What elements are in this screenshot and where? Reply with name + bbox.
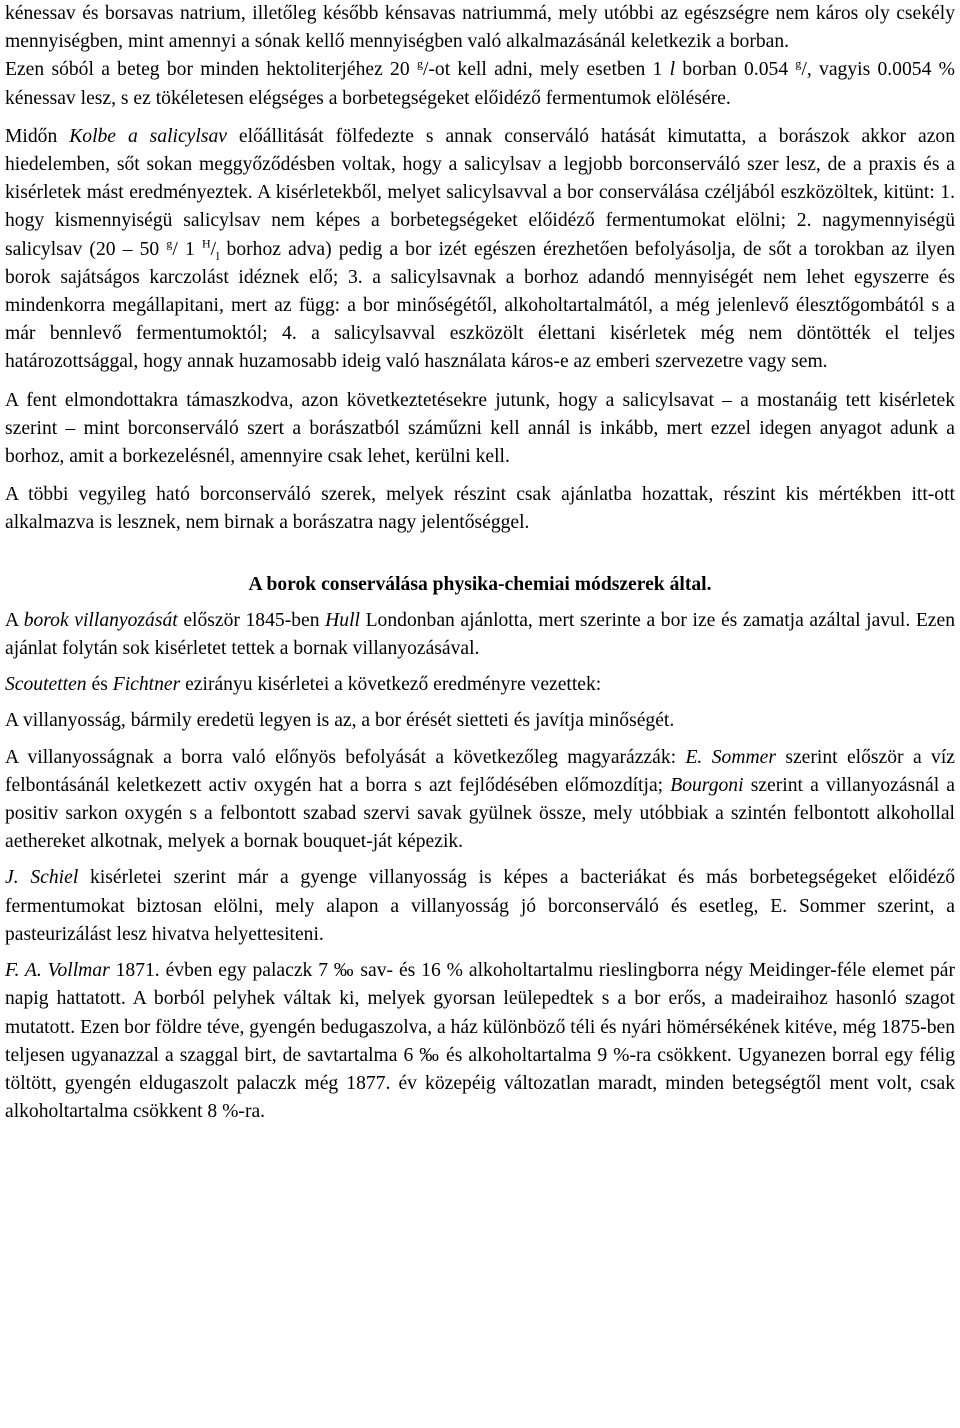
text-run: 1871. évben egy palaczk 7 ‰ sav- és 16 % alkoholtartalmu rieslingborra négy Meidinger-féle elemet pár napig hattatott. A borból pelyhek váltak ki, melyek gyorsan leülepedtek s a bor erős, a madeiraihoz hasonló szagot mutatott. Ezen bor földre téve, gyengén bedugaszolva, a ház különböző téli és nyári hömérsékének kitéve, még 1875-ben teljesen ugyanazzal a szaggal birt, de savtartalma 6 ‰ és alkoholtartalma 9 %-ra csökkent. Ugyanezen borral egy félig töltött, gyengén eldugaszolt palaczk még 1877. év közepéig változatlan maradt, minden betegségtől ment volt, csak alkoholtartalma csökkent 8 %-ra. [5, 960, 955, 1123]
text-run: A fent elmondottakra támaszkodva, azon következtetésekre jutunk, hogy a salicylsavat – a mostanáig tett kisérletek szerint – mint borconserváló szert a borászatból száműzni kell annál is inkább, mert ezzel idegen anyagot adunk a borhoz, amit a borkezelésnél, amennyire csak lehet, kerülni kell. [5, 389, 955, 468]
text-run: A villanyosságnak a borra való előnyös befolyását a következőleg magyarázzák: [5, 746, 686, 768]
text-run: és [86, 674, 113, 696]
text-run: /, vagyis 0.0054 % kénessav lesz, s ez tökéletesen elégséges a borbetegségeket előidéző fermentumok elölésére. [5, 59, 955, 109]
italic-text: Hull [325, 609, 360, 631]
italic-text: Kolbe a salicylsav [69, 125, 227, 147]
document-page [5, 0, 955, 1126]
text-run: borban 0.054 [675, 59, 796, 81]
paragraph-11 [5, 957, 955, 1126]
italic-text: E. Sommer [685, 746, 776, 768]
superscript-text: g [166, 236, 173, 251]
paragraph-8 [5, 707, 955, 735]
text-run: Londonban ajánlotta, mert szerinte a bor ize és zamatja azáltal javul. Ezen ajánlat folytán sok kisérletet tettek a bornak villanyozásával. [5, 609, 955, 660]
text-run: A többi vegyileg ható borconserváló szerek, melyek részint csak ajánlatba hozattak, részint kis mértékben itt-ott alkalmazva is lesznek, nem birnak a borászatra nagy jelentőséggel. [5, 484, 955, 534]
subscript-text: l [216, 248, 220, 263]
text-run: kisérletei szerint már a gyenge villanyosság is képes a bacteriákat és más borbetegségeket előidéző fermentumokat biztosan elölni, mely alapon a villanyosság jó borconserváló és esetleg, E. Sommer szerint, a pasteurizálást lesz hivatva helyettesiteni. [5, 867, 955, 945]
text-run: szerint először a víz felbontásánál keletkezett activ oxygén hat a borra s azt fejlődésében előmozdítja; [5, 746, 955, 796]
paragraph-3 [5, 123, 955, 377]
superscript-text: H [201, 236, 211, 251]
italic-text: F. A. Vollmar [5, 960, 110, 982]
text-run: Ezen sóból a beteg bor minden hektoliterjéhez 20 [5, 59, 417, 81]
section-heading: A borok conserválása physika-chemiai módszerek által. [248, 573, 712, 595]
text-run: A [5, 609, 24, 631]
paragraph-5 [5, 481, 955, 537]
italic-text: borok villanyozását [23, 609, 178, 631]
text-run: A villanyosság, bármily eredetü legyen is az, a bor érését sietteti és javítja minőségét. [5, 710, 675, 732]
paragraph-2 [5, 56, 955, 112]
text-run: előállitását fölfedezte s annak conserváló hatását kimutatta, a borászok akkor azon hiedelemben, sőt sokan meggyőződésben voltak, hogy a salicylsav a legjobb borconserváló szer lesz, de a praxis és a kisérletek mást eredményeztek. A kisérletekből, melyet salicylsavval a bor conserválása czéljából eszközöltek, kitünt: 1. hogy kismennyiségü salicylsav nem képes a borbetegségeket előidéző fermentumokat elölni; 2. nagymennyiségü salicylsav (20 – 50 [5, 125, 955, 260]
text-run: / [210, 238, 217, 260]
text-run: /-ot kell adni, mely esetben 1 [422, 59, 670, 81]
superscript-text: g [416, 56, 423, 71]
text-run: Midőn [5, 125, 70, 147]
text-run: kénessav és borsavas natrium, illetőleg később kénsavas natriummá, mely utóbbi az egészségre nem káros oly csekély mennyiségben, mint amennyi a sónak kellő mennyiségben való alkalmazásánál keletkezik a borban. [5, 3, 955, 53]
italic-text: Scoutetten [5, 674, 87, 696]
paragraph-6 [5, 607, 955, 663]
paragraph-10 [5, 864, 955, 949]
paragraph-1 [5, 0, 955, 56]
paragraph-4 [5, 387, 955, 472]
italic-text: l [669, 59, 676, 81]
text-run: borhoz adva) pedig a bor izét egészen érezhetően befolyásolja, de sőt a torokban az ilyen borok sajátságos karczolást idéznek elő; 3. a salicylsavnak a borhoz adandó mennyiségét nem lehet egyszerre és mindenkorra megállapitani, mert az függ: a bor minőségétől, alkoholtartalmától, a még jelenlevő élesztőgombától s a már bennlevő fermentumoktól; 4. a salicylsavval eszközölt élettani kisérletek még nem döntötték el teljes határozottsággal, hogy annak huzamosabb ideig való használata káros-e az emberi szervezetre vagy sem. [5, 238, 955, 373]
paragraph-9 [5, 744, 955, 857]
text-run: először 1845-ben [177, 609, 326, 631]
text-run: ezirányu kisérletei a következő eredményre vezettek: [180, 674, 602, 696]
superscript-text: g [795, 56, 802, 71]
italic-text: Fichtner [112, 674, 181, 696]
text-run: szerint a villanyozásnál a positiv sarkon oxygén s a felbontott szabad szervi savak gyülnek össze, mely utóbbiak a szintén felbontott alkohollal aethereket alkotnak, melyek a bornak bouquet-ját képezik. [5, 774, 955, 853]
paragraph-7 [5, 671, 955, 699]
italic-text: Bourgoni [670, 774, 744, 796]
text-run: / 1 [172, 238, 202, 260]
italic-text: J. Schiel [5, 867, 79, 889]
